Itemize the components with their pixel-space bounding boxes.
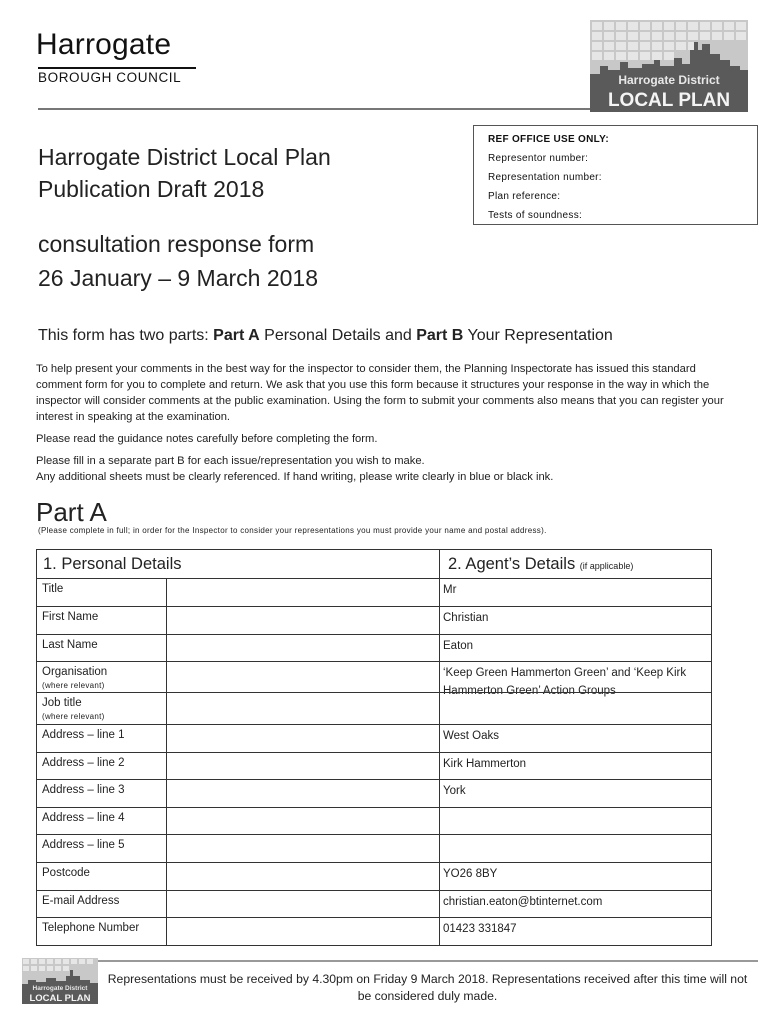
table-row: [37, 661, 711, 697]
footer-local-plan-logo: [22, 958, 98, 1004]
field-label-text: Address – line 4: [42, 812, 125, 824]
part-a-heading: Part A: [36, 497, 107, 527]
field-label: [37, 693, 167, 724]
table-row: [37, 834, 711, 862]
guidance-note: Please read the guidance notes carefully before completing the form.: [36, 433, 378, 445]
personal-value-cell[interactable]: [167, 808, 440, 834]
agent-value-cell[interactable]: Kirk Hammerton: [443, 758, 527, 770]
instruction-additional-sheets: Any additional sheets must be clearly referenced. If hand writing, please write clearly in blue or black ink.: [36, 471, 554, 483]
field-label: [37, 725, 167, 752]
personal-value-cell[interactable]: [167, 753, 440, 779]
personal-value-cell[interactable]: [167, 635, 440, 661]
office-field-plan-reference: Plan reference:: [488, 191, 561, 202]
header-divider: [38, 108, 590, 110]
logo-text-line2: LOCAL PLAN: [607, 90, 731, 111]
field-label: [37, 835, 167, 862]
personal-value-cell[interactable]: [167, 835, 440, 862]
logo-text-line1: Harrogate District: [618, 73, 720, 87]
agent-value-cell[interactable]: York: [443, 785, 466, 797]
personal-value-cell[interactable]: [167, 693, 440, 724]
agent-value-cell[interactable]: [440, 808, 711, 834]
details-table: [36, 549, 712, 946]
personal-value-cell[interactable]: [167, 863, 440, 890]
form-title: consultation response form: [38, 231, 315, 257]
part-a-note: (Please complete in full; in order for the Inspector to consider your representations you must provide your name and postal address).: [38, 526, 547, 535]
table-row: [37, 862, 711, 890]
office-field-tests: Tests of soundness:: [488, 210, 583, 221]
footer-logo-line1: Harrogate District: [32, 985, 88, 992]
field-label-text: First Name: [42, 611, 99, 623]
personal-value-cell[interactable]: [167, 780, 440, 807]
office-use-box: [473, 125, 758, 225]
field-label: [37, 891, 167, 917]
footer-deadline-notice: Representations must be received by 4.30pm on Friday 9 March 2018. Representations received after this time will not be considered duly made.: [107, 972, 748, 1003]
field-label-text: Organisation: [42, 666, 108, 678]
field-label-hint: (where relevant): [42, 712, 105, 721]
footer-divider: [98, 960, 758, 962]
field-label: [37, 607, 167, 634]
table-row: [37, 578, 711, 606]
agent-value-cell[interactable]: [440, 835, 711, 862]
field-label-text: Address – line 2: [42, 757, 125, 769]
field-label-text: Address – line 5: [42, 839, 125, 851]
table-row: [37, 890, 711, 917]
office-field-representor: Representor number:: [488, 153, 589, 164]
table-row: [37, 634, 711, 661]
agent-value-cell[interactable]: West Oaks: [443, 730, 500, 742]
field-label: [37, 808, 167, 834]
personal-value-cell[interactable]: [167, 662, 440, 692]
field-label-text: E-mail Address: [42, 895, 120, 907]
agent-value-cell[interactable]: Eaton: [443, 640, 474, 652]
agent-value-cell[interactable]: 01423 331847: [443, 923, 517, 935]
office-field-representation: Representation number:: [488, 172, 602, 183]
table-row: [37, 692, 711, 724]
personal-value-cell[interactable]: [167, 607, 440, 634]
field-label-text: Telephone Number: [42, 922, 140, 934]
intro-paragraph: To help present your comments in the best way for the inspector to consider them, the Planning Inspectorate has issued this standard comment form for you to complete and return. We ask that you use this form because it structures your response in the way in which the inspector will consider comments at the public examination. Using the form to submit your comments also means that you can register your interest in speaking at the examination.: [36, 363, 724, 423]
personal-value-cell[interactable]: [167, 725, 440, 752]
field-label-text: Postcode: [42, 867, 90, 879]
table-row: [37, 606, 711, 634]
instruction-separate-part-b: Please fill in a separate part B for each issue/representation you wish to make.: [36, 455, 425, 467]
table-row: [37, 779, 711, 807]
agent-details-header: 2. Agent’s Details (if applicable): [448, 555, 634, 573]
logo-divider: [38, 67, 196, 69]
table-row: [37, 724, 711, 752]
agent-value-cell[interactable]: Christian: [443, 612, 489, 624]
document-title-line1: Harrogate District Local Plan: [38, 144, 331, 170]
field-label-text: Address – line 3: [42, 784, 125, 796]
field-label: [37, 918, 167, 945]
field-label-text: Job title: [42, 697, 82, 709]
consultation-dates: 26 January – 9 March 2018: [38, 265, 319, 291]
field-label-text: Title: [42, 583, 64, 595]
council-logo-title: Harrogate: [36, 28, 172, 61]
office-use-heading: REF OFFICE USE ONLY:: [488, 134, 610, 145]
field-label: [37, 780, 167, 807]
local-plan-logo: [590, 20, 748, 112]
footer-logo-line2: LOCAL PLAN: [29, 993, 91, 1004]
document-title-line2: Publication Draft 2018: [38, 176, 265, 202]
two-parts-intro: This form has two parts: Part A Personal Details and Part B Your Representation: [38, 327, 613, 344]
field-label-text: Last Name: [42, 639, 98, 651]
field-label: [37, 662, 167, 692]
personal-value-cell[interactable]: [167, 579, 440, 606]
table-row: [37, 807, 711, 834]
table-row: [37, 752, 711, 779]
field-label: [37, 753, 167, 779]
agent-value-cell[interactable]: Mr: [443, 584, 457, 596]
personal-value-cell[interactable]: [167, 918, 440, 945]
field-label: [37, 579, 167, 606]
agent-value-cell[interactable]: YO26 8BY: [443, 868, 498, 880]
field-label-hint: (where relevant): [42, 681, 105, 690]
field-label: [37, 863, 167, 890]
field-label-text: Address – line 1: [42, 729, 125, 741]
personal-value-cell[interactable]: [167, 891, 440, 917]
personal-details-header: 1. Personal Details: [37, 550, 440, 578]
council-logo-subtitle: BOROUGH COUNCIL: [38, 70, 182, 85]
agent-value-cell[interactable]: ‘Keep Green Hammerton Green’ and ‘Keep Kirk Hammerton Green’ Action Groups: [443, 667, 687, 697]
field-label: [37, 635, 167, 661]
agent-value-cell[interactable]: christian.eaton@btinternet.com: [443, 896, 603, 908]
table-row: [37, 917, 711, 945]
instructions: [36, 453, 736, 485]
agent-value-cell[interactable]: [440, 693, 711, 724]
